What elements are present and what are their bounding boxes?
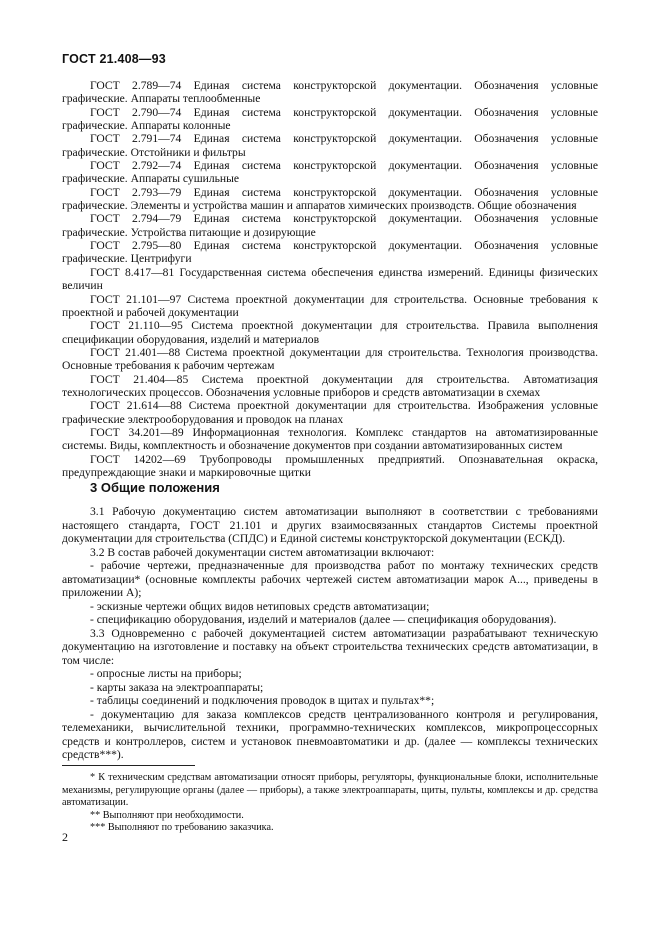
reference-item: ГОСТ 8.417—81 Государственная система обеспечения единства измерений. Единицы физических величин	[62, 265, 598, 293]
reference-item: ГОСТ 2.794—79 Единая система конструкторской документации. Обозначения условные графические. Устройства питающие и дозирующие	[62, 212, 598, 239]
reference-item: ГОСТ 2.792—74 Единая система конструкторской документации. Обозначения условные графические. Аппараты сушильные	[62, 159, 598, 186]
reference-item: ГОСТ 2.790—74 Единая система конструкторской документации. Обозначения условные графические. Аппараты колонные	[62, 105, 598, 133]
paragraph: - опросные листы на приборы;	[90, 667, 242, 680]
references-list	[62, 79, 598, 479]
footnote-divider	[62, 765, 195, 766]
footnote: * К техническим средствам автоматизации относят приборы, регуляторы, функциональные блоки, исполнительные механизмы, регулирующие органы (далее — приборы), а также электроаппараты, щиты, пульты, комплексы и др. средства автоматизации.	[62, 772, 598, 809]
footnote: ** Выполняют при необходимости.	[90, 809, 244, 821]
section-title: 3 Общие положения	[90, 480, 220, 495]
paragraph: - документацию для заказа комплексов средств централизованного контроля и регулирования, телемеханики, вычислительной техники, программно-технических комплексов, микропроцессорных средств и контроллеров, систем и установок пневмоавтоматики и др. (далее — комплексы технических средств***).	[62, 707, 598, 761]
reference-item: ГОСТ 2.789—74 Единая система конструкторской документации. Обозначения условные графические. Аппараты теплообменные	[62, 79, 598, 106]
reference-item: ГОСТ 34.201—89 Информационная технология. Комплекс стандартов на автоматизированные системы. Виды, комплектность и обозначение документов при создании автоматизированных систем	[62, 425, 598, 453]
reference-item: ГОСТ 2.791—74 Единая система конструкторской документации. Обозначения условные графические. Отстойники и фильтры	[62, 132, 598, 159]
page-number: 2	[62, 830, 68, 844]
reference-item: ГОСТ 21.404—85 Система проектной документации для строительства. Автоматизация технологических процессов. Обозначения условные приборов и средств автоматизации в схемах	[62, 372, 598, 399]
reference-item: ГОСТ 14202—69 Трубопроводы промышленных предприятий. Опознавательная окраска, предупреждающие знаки и маркировочные щитки	[62, 452, 598, 479]
footnotes	[62, 772, 598, 835]
paragraph: 3.3 Одновременно с рабочей документацией систем автоматизации разрабатывают техническую документацию на изготовление и поставку на объект строительства технических средств автоматизации, в том числе:	[62, 626, 598, 667]
reference-item: ГОСТ 21.401—88 Система проектной документации для строительства. Технология производства. Основные требования к рабочим чертежам	[62, 345, 598, 373]
paragraph: - рабочие чертежи, предназначенные для производства работ по монтажу технических средств автоматизации* (основные комплекты рабочих чертежей систем автоматизации марок А..., приведены в приложении А);	[62, 559, 598, 599]
reference-item: ГОСТ 21.110—95 Система проектной документации для строительства. Правила выполнения спецификации оборудования, изделий и материалов	[62, 319, 598, 346]
paragraph: 3.1 Рабочую документацию систем автоматизации выполняют в соответствии с требованиями настоящего стандарта, ГОСТ 21.101 и других взаимосвязанных стандартов Системы проектной документации для строительства (СПДС) и Единой системы конструкторской документации (ЕСКД).	[62, 505, 598, 545]
section-body	[62, 505, 598, 762]
paragraph: - таблицы соединений и подключения проводок в щитах и пультах**;	[90, 694, 435, 707]
paragraph: 3.2 В состав рабочей документации систем автоматизации включают:	[90, 545, 435, 559]
reference-item: ГОСТ 2.793—79 Единая система конструкторской документации. Обозначения условные графические. Элементы и устройства машин и аппаратов химических производств. Общие обозначения	[62, 185, 598, 213]
reference-item: ГОСТ 2.795—80 Единая система конструкторской документации. Обозначения условные графические. Центрифуги	[62, 239, 598, 266]
footnote: *** Выполняют по требованию заказчика.	[90, 822, 274, 834]
reference-item: ГОСТ 21.614—88 Система проектной документации для строительства. Изображения условные графические электрооборудования и проводок на планах	[62, 399, 598, 426]
paragraph: - эскизные чертежи общих видов нетиповых средств автоматизации;	[90, 599, 430, 613]
reference-item: ГОСТ 21.101—97 Система проектной документации для строительства. Основные требования к проектной и рабочей документации	[62, 292, 598, 319]
paragraph: - карты заказа на электроаппараты;	[90, 680, 264, 694]
page-header: ГОСТ 21.408—93	[62, 52, 166, 66]
paragraph: - спецификацию оборудования, изделий и материалов (далее — спецификация оборудования).	[90, 613, 557, 626]
